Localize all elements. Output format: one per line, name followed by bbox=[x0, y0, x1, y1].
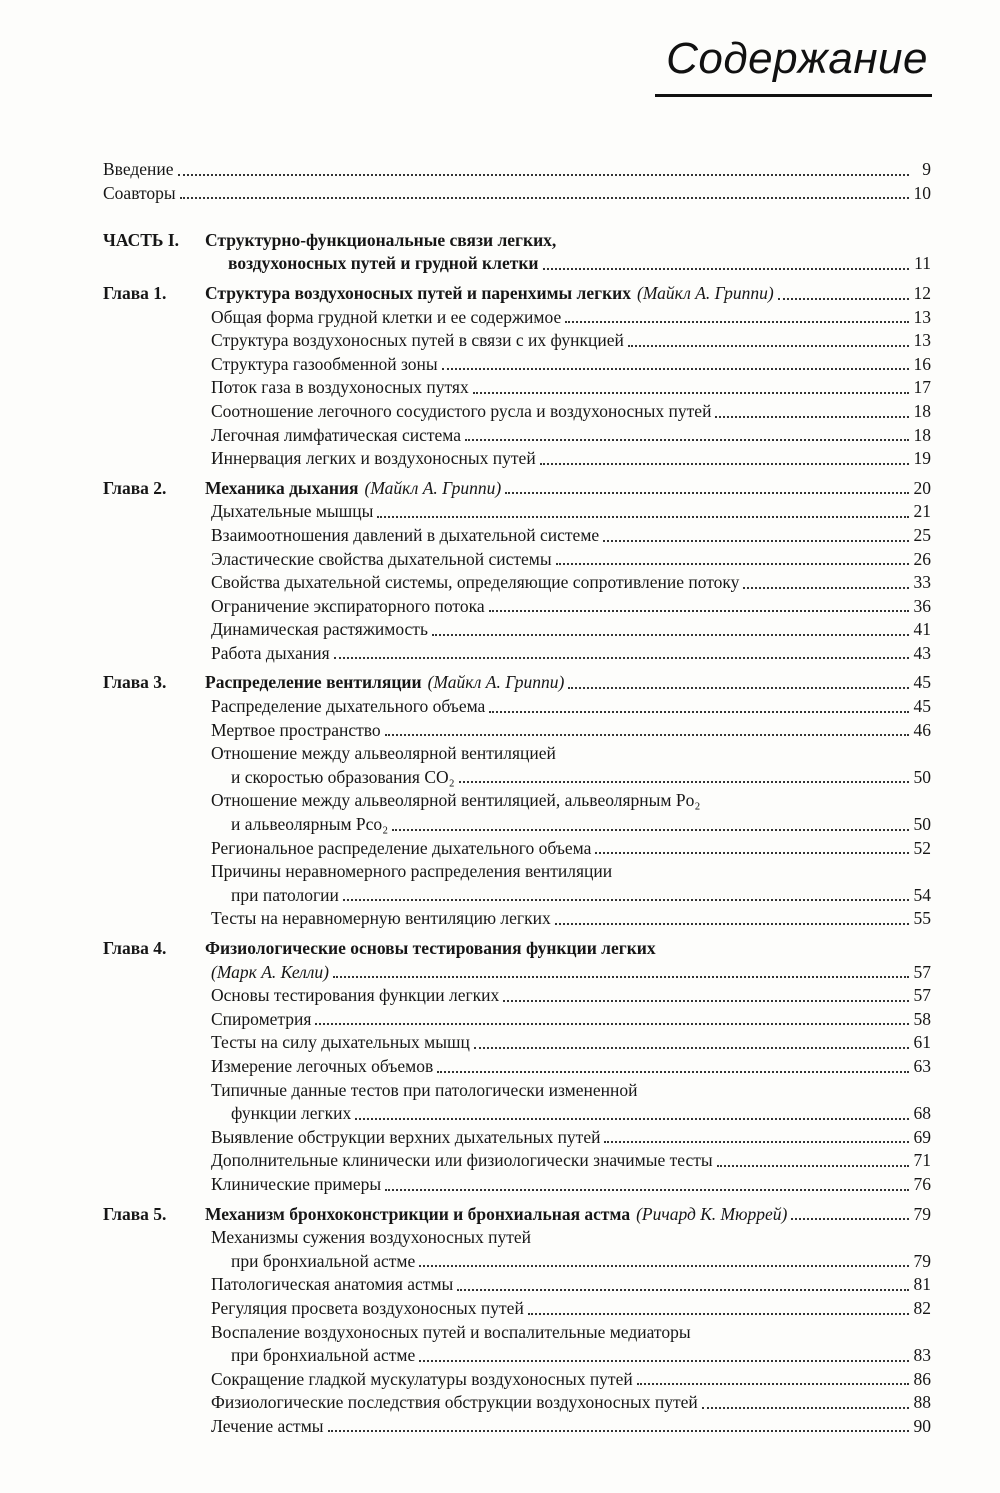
toc-row[interactable] bbox=[103, 353, 931, 377]
toc-row[interactable] bbox=[103, 548, 931, 572]
toc-page-number: 9 bbox=[922, 159, 931, 179]
dot-leader bbox=[474, 1047, 909, 1049]
dot-leader bbox=[628, 345, 909, 347]
toc-label: Тесты на силу дыхательных мышц bbox=[211, 1032, 470, 1053]
dot-leader bbox=[595, 852, 909, 854]
toc-label: Причины неравномерного распределения вентиляции bbox=[211, 861, 613, 882]
toc-label: Ограничение экспираторного потока bbox=[211, 595, 485, 616]
toc-label-continued: при бронхиальной астме bbox=[231, 1250, 416, 1271]
toc-label: Работа дыхания bbox=[211, 642, 330, 663]
toc-page-number: 71 bbox=[913, 1150, 931, 1171]
toc-page-number: 58 bbox=[913, 1008, 931, 1029]
toc-row[interactable] bbox=[103, 1226, 931, 1250]
toc-row[interactable] bbox=[103, 229, 931, 253]
toc-label: Эластические свойства дыхательной системы bbox=[211, 548, 552, 569]
toc-prefix: Глава 4. bbox=[103, 938, 167, 958]
dot-leader bbox=[355, 1118, 909, 1120]
toc-label-continued: функции легких bbox=[231, 1103, 352, 1124]
toc-page-number: 55 bbox=[913, 908, 931, 929]
toc-label: Иннервация легких и воздухоносных путей bbox=[211, 448, 536, 469]
toc-row[interactable] bbox=[103, 937, 931, 961]
toc-page-number: 43 bbox=[913, 642, 931, 663]
toc-row[interactable] bbox=[103, 742, 931, 766]
toc-row[interactable] bbox=[103, 595, 931, 619]
toc-page-number: 18 bbox=[913, 400, 931, 421]
toc-page-number: 10 bbox=[913, 182, 931, 203]
dot-leader bbox=[743, 587, 909, 589]
toc-row[interactable] bbox=[103, 1079, 931, 1103]
toc-row[interactable] bbox=[103, 376, 931, 400]
toc-row[interactable] bbox=[103, 158, 931, 182]
toc-row[interactable] bbox=[103, 282, 931, 306]
toc-author: (Марк А. Келли) bbox=[211, 961, 330, 982]
toc-row[interactable] bbox=[103, 789, 931, 813]
toc-label: Типичные данные тестов при патологически измененной bbox=[211, 1079, 638, 1100]
dot-leader bbox=[489, 610, 909, 612]
dot-leader bbox=[180, 197, 909, 199]
toc-page-number: 16 bbox=[913, 353, 931, 374]
toc-row[interactable] bbox=[103, 642, 931, 666]
toc-label: Структура воздухоносных путей в связи с их функцией bbox=[211, 330, 624, 351]
toc-row[interactable] bbox=[103, 618, 931, 642]
toc-row-continued[interactable] bbox=[103, 884, 931, 908]
toc-label: Введение bbox=[103, 159, 174, 179]
toc-author: (Майкл А. Гриппи) bbox=[364, 477, 502, 498]
toc-author: (Майкл А. Гриппи) bbox=[427, 672, 565, 693]
table-of-contents bbox=[103, 158, 931, 1438]
toc-page-number: 36 bbox=[913, 595, 931, 616]
toc-row-continued[interactable] bbox=[103, 1102, 931, 1126]
dot-leader bbox=[565, 321, 909, 323]
toc-page-number: 33 bbox=[913, 572, 931, 593]
dot-leader bbox=[392, 829, 909, 831]
dot-leader bbox=[333, 976, 909, 978]
toc-label: Тесты на неравномерную вентиляцию легких bbox=[211, 908, 551, 929]
toc-label: Структурно-функциональные связи легких, bbox=[205, 229, 557, 250]
toc-author: (Ричард К. Мюррей) bbox=[636, 1203, 788, 1224]
toc-prefix: Глава 5. bbox=[103, 1203, 167, 1224]
toc-row[interactable] bbox=[103, 1008, 931, 1032]
dot-leader bbox=[343, 899, 909, 901]
toc-page-number: 50 bbox=[913, 766, 931, 787]
toc-label: Механизмы сужения воздухоносных путей bbox=[211, 1227, 532, 1248]
dot-leader bbox=[457, 1289, 909, 1291]
toc-page-number: 82 bbox=[913, 1297, 931, 1318]
dot-leader bbox=[555, 923, 909, 925]
toc-row[interactable] bbox=[103, 1273, 931, 1297]
dot-leader bbox=[437, 1071, 909, 1073]
toc-row[interactable] bbox=[103, 1149, 931, 1173]
toc-label: Спирометрия bbox=[211, 1008, 312, 1029]
toc-label: Механизм бронхоконстрикции и бронхиальная астма bbox=[205, 1203, 631, 1224]
toc-label: Механика дыхания bbox=[205, 477, 359, 498]
toc-row[interactable] bbox=[103, 477, 931, 501]
toc-label: Мертвое пространство bbox=[211, 719, 381, 740]
toc-label: Патологическая анатомия астмы bbox=[211, 1274, 454, 1295]
toc-label: Отношение между альвеолярной вентиляцией, альвеолярным Po₂ bbox=[211, 790, 701, 811]
toc-page-number: 45 bbox=[913, 696, 931, 717]
toc-row[interactable] bbox=[103, 984, 931, 1008]
toc-row[interactable] bbox=[103, 907, 931, 931]
toc-page-number: 81 bbox=[913, 1274, 931, 1295]
toc-row[interactable] bbox=[103, 306, 931, 330]
dot-leader bbox=[328, 1430, 909, 1432]
toc-label: Соавторы bbox=[103, 182, 176, 203]
toc-page-number: 50 bbox=[913, 814, 931, 835]
dot-leader bbox=[556, 563, 909, 565]
dot-leader bbox=[637, 1383, 909, 1385]
toc-page-number: 52 bbox=[913, 837, 931, 858]
toc-row[interactable] bbox=[103, 424, 931, 448]
toc-row[interactable] bbox=[103, 1391, 931, 1415]
toc-row[interactable] bbox=[103, 1297, 931, 1321]
toc-label: Выявление обструкции верхних дыхательных путей bbox=[211, 1126, 601, 1147]
toc-prefix: Глава 2. bbox=[103, 477, 167, 498]
toc-page-number: 57 bbox=[913, 985, 931, 1006]
toc-author: (Майкл А. Гриппи) bbox=[637, 282, 774, 303]
toc-page-number: 17 bbox=[913, 377, 931, 398]
toc-label: Дыхательные мышцы bbox=[211, 501, 374, 522]
dot-leader bbox=[473, 392, 909, 394]
toc-label-continued: при патологии bbox=[231, 884, 339, 905]
toc-row-continued[interactable] bbox=[103, 961, 931, 985]
dot-leader bbox=[442, 368, 909, 370]
dot-leader bbox=[377, 516, 909, 518]
toc-label: Общая форма грудной клетки и ее содержимое bbox=[211, 306, 562, 327]
toc-row-continued[interactable] bbox=[103, 1250, 931, 1274]
dot-leader bbox=[419, 1360, 909, 1362]
toc-label: Поток газа в воздухоносных путях bbox=[211, 377, 469, 398]
toc-label: Легочная лимфатическая система bbox=[211, 424, 461, 445]
dot-leader bbox=[791, 1218, 909, 1220]
toc-page-number: 57 bbox=[913, 961, 931, 982]
dot-leader bbox=[465, 439, 909, 441]
toc-page-number: 41 bbox=[913, 619, 931, 640]
toc-prefix: Глава 3. bbox=[103, 672, 167, 693]
toc-row[interactable] bbox=[103, 695, 931, 719]
dot-leader bbox=[702, 1407, 909, 1409]
toc-page-number: 88 bbox=[913, 1392, 931, 1413]
toc-page-number: 21 bbox=[913, 501, 931, 522]
toc-page-number: 19 bbox=[913, 448, 931, 469]
toc-row[interactable] bbox=[103, 1368, 931, 1392]
toc-prefix: ЧАСТЬ I. bbox=[103, 229, 180, 250]
dot-leader bbox=[489, 711, 909, 713]
toc-page-number: 12 bbox=[913, 282, 931, 303]
toc-page-number: 13 bbox=[913, 330, 931, 351]
toc-label: Структура воздухоносных путей и паренхимы легких bbox=[205, 282, 631, 303]
dot-leader bbox=[385, 1189, 909, 1191]
dot-leader bbox=[503, 1000, 909, 1002]
toc-page-number: 79 bbox=[913, 1203, 931, 1224]
toc-page-number: 69 bbox=[913, 1126, 931, 1147]
toc-row[interactable] bbox=[103, 1126, 931, 1150]
toc-row[interactable] bbox=[103, 1173, 931, 1197]
toc-label: Физиологические основы тестирования функции легких bbox=[205, 938, 656, 958]
toc-row[interactable] bbox=[103, 182, 931, 206]
dot-leader bbox=[717, 1165, 909, 1167]
toc-page-number: 45 bbox=[913, 672, 931, 693]
toc-label: Динамическая растяжимость bbox=[211, 619, 428, 640]
toc-page-number: 90 bbox=[913, 1415, 931, 1436]
dot-leader bbox=[419, 1265, 909, 1267]
toc-page-number: 86 bbox=[913, 1368, 931, 1389]
dot-leader bbox=[385, 734, 909, 736]
toc-page-number: 76 bbox=[913, 1173, 931, 1194]
title-underline bbox=[655, 94, 932, 97]
toc-row-continued[interactable] bbox=[103, 766, 931, 790]
toc-row[interactable] bbox=[103, 719, 931, 743]
toc-label: Основы тестирования функции легких bbox=[211, 985, 500, 1006]
toc-page-number: 46 bbox=[913, 719, 931, 740]
toc-row[interactable] bbox=[103, 524, 931, 548]
toc-page-number: 61 bbox=[913, 1032, 931, 1053]
dot-leader bbox=[505, 492, 909, 494]
toc-label: Распределение вентиляции bbox=[205, 672, 422, 693]
toc-page-number: 26 bbox=[913, 548, 931, 569]
dot-leader bbox=[432, 634, 909, 636]
toc-label: Свойства дыхательной системы, определяющие сопротивление потоку bbox=[211, 572, 740, 593]
toc-label-continued: при бронхиальной астме bbox=[231, 1345, 416, 1366]
toc-page-number: 79 bbox=[913, 1250, 931, 1271]
toc-row[interactable] bbox=[103, 571, 931, 595]
toc-row[interactable] bbox=[103, 500, 931, 524]
toc-row[interactable] bbox=[103, 400, 931, 424]
toc-row-continued[interactable] bbox=[103, 813, 931, 837]
toc-page-number: 83 bbox=[913, 1345, 931, 1366]
toc-row[interactable] bbox=[103, 1321, 931, 1345]
dot-leader bbox=[543, 268, 910, 270]
toc-label: Клинические примеры bbox=[211, 1173, 382, 1194]
dot-leader bbox=[568, 687, 909, 689]
dot-leader bbox=[540, 463, 909, 465]
toc-row-continued[interactable] bbox=[103, 1344, 931, 1368]
toc-label-continued: воздухоносных путей и грудной клетки bbox=[228, 253, 539, 274]
toc-page-number: 20 bbox=[913, 477, 931, 498]
toc-page-number: 11 bbox=[914, 253, 931, 274]
page-title: Содержание bbox=[666, 34, 928, 83]
toc-page-number: 68 bbox=[913, 1103, 931, 1124]
toc-label: Воспаление воздухоносных путей и воспалительные медиаторы bbox=[211, 1321, 691, 1342]
dot-leader bbox=[603, 540, 909, 542]
toc-page-number: 13 bbox=[913, 306, 931, 327]
dot-leader bbox=[604, 1141, 909, 1143]
toc-row[interactable] bbox=[103, 1031, 931, 1055]
toc-label: Структура газообменной зоны bbox=[211, 353, 438, 374]
toc-row[interactable] bbox=[103, 1415, 931, 1439]
toc-prefix: Глава 1. bbox=[103, 282, 167, 303]
toc-label: Физиологические последствия обструкции воздухоносных путей bbox=[211, 1392, 698, 1413]
dot-leader bbox=[778, 298, 909, 300]
toc-row[interactable] bbox=[103, 1055, 931, 1079]
toc-page-number: 25 bbox=[913, 524, 931, 545]
toc-row[interactable] bbox=[103, 447, 931, 471]
toc-label: Лечение астмы bbox=[211, 1415, 324, 1436]
dot-leader bbox=[528, 1313, 909, 1315]
toc-label-continued: и альвеолярным Pco₂ bbox=[231, 814, 389, 835]
toc-label: Дополнительные клинически или физиологически значимые тесты bbox=[211, 1150, 713, 1171]
dot-leader bbox=[459, 781, 909, 783]
toc-row[interactable] bbox=[103, 329, 931, 353]
toc-row-continued[interactable] bbox=[103, 252, 931, 276]
toc-row[interactable] bbox=[103, 860, 931, 884]
toc-label: Измерение легочных объемов bbox=[211, 1055, 434, 1076]
dot-leader bbox=[715, 416, 909, 418]
toc-label: Сокращение гладкой мускулатуры воздухоносных путей bbox=[211, 1368, 633, 1389]
toc-label: Соотношение легочного сосудистого русла и воздухоносных путей bbox=[211, 400, 712, 421]
toc-label: Регуляция просвета воздухоносных путей bbox=[211, 1297, 524, 1318]
toc-label: Распределение дыхательного объема bbox=[211, 696, 486, 717]
toc-label: Взаимоотношения давлений в дыхательной системе bbox=[211, 524, 600, 545]
toc-page-number: 18 bbox=[913, 424, 931, 445]
dot-leader bbox=[334, 657, 909, 659]
dot-leader bbox=[315, 1023, 909, 1025]
toc-row[interactable] bbox=[103, 1203, 931, 1227]
toc-page-number: 63 bbox=[913, 1055, 931, 1076]
toc-page-number: 54 bbox=[913, 884, 931, 905]
toc-label: Отношение между альвеолярной вентиляцией bbox=[211, 743, 556, 764]
toc-row[interactable] bbox=[103, 837, 931, 861]
toc-label: Региональное распределение дыхательного объема bbox=[211, 837, 592, 858]
dot-leader bbox=[178, 174, 909, 176]
toc-row[interactable] bbox=[103, 671, 931, 695]
toc-label-continued: и скоростью образования CO₂ bbox=[231, 766, 455, 787]
